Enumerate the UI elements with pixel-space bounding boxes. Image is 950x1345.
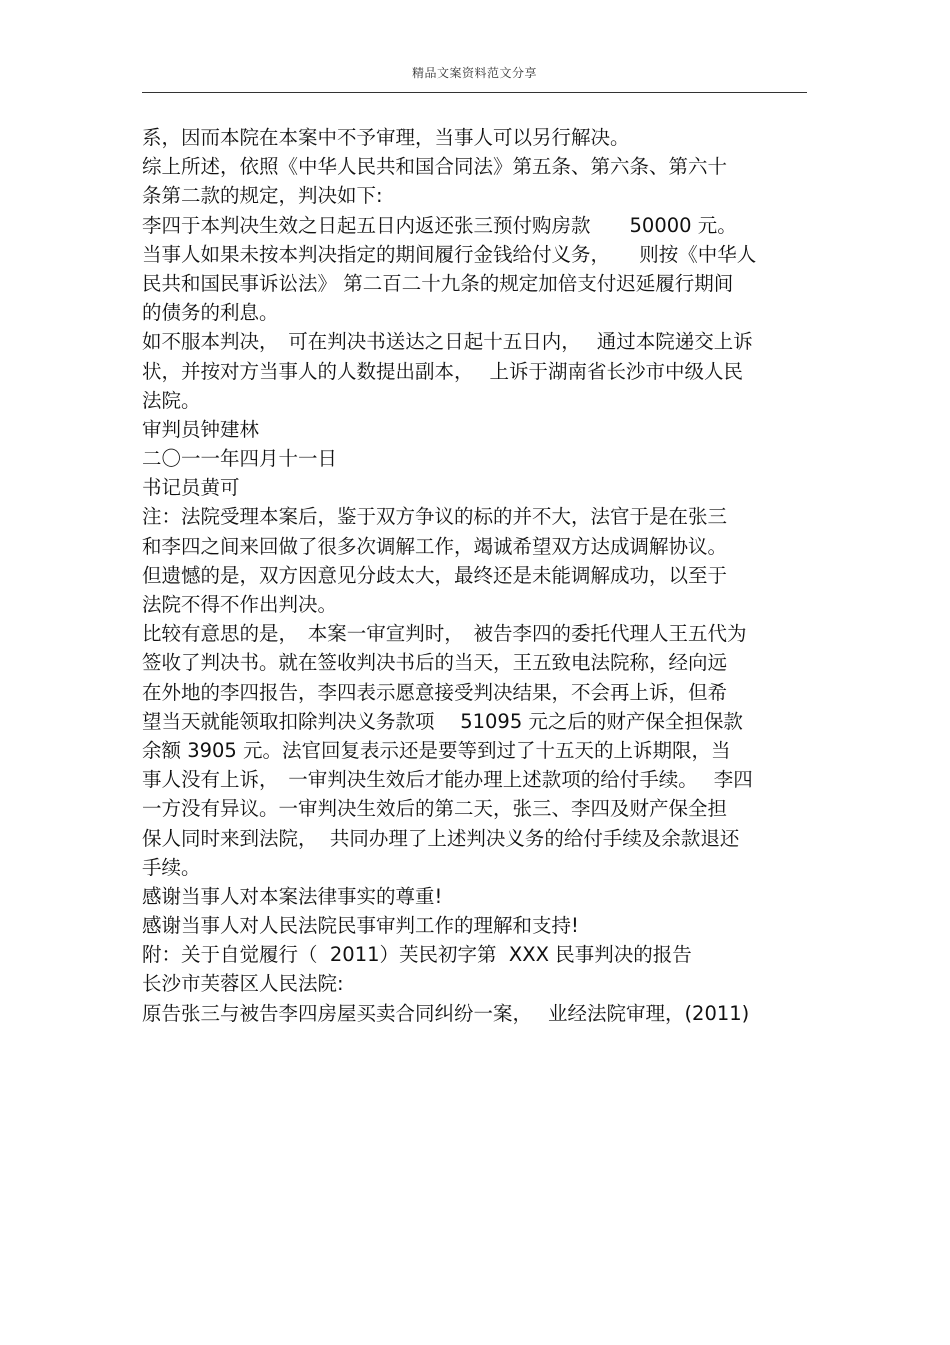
text-line: 感谢当事人对人民法院民事审判工作的理解和支持!: [142, 914, 579, 938]
header-title: 精品文案资料范文分享: [411, 66, 537, 80]
text-line: 原告张三与被告李四房屋买卖合同纠纷一案， 业经法院审理，(2011): [142, 1001, 750, 1025]
document-body: [142, 123, 812, 1028]
text-line: 民共和国民事诉讼法》 第二百二十九条的规定加倍支付迟延履行期间: [142, 271, 734, 295]
judgment-date: 二〇一一年四月十一日: [142, 447, 338, 471]
text-line: 当事人如果未按本判决指定的期间履行金钱给付义务， 则按《中华人: [142, 242, 757, 266]
text-line: 综上所述，依照《中华人民共和国合同法》第五条、第六条、第六十: [142, 155, 728, 179]
text-line: 感谢当事人对本案法律事实的尊重!: [142, 884, 443, 908]
text-line: 事人没有上诉， 一审判决生效后才能办理上述款项的给付手续。 李四: [142, 768, 753, 792]
text-line: 一方没有异议。一审判决生效后的第二天，张三、李四及财产保全担: [142, 797, 728, 821]
text-line: 比较有意思的是， 本案一审宣判时， 被告李四的委托代理人王五代为: [142, 622, 747, 646]
clerk-signature: 书记员黄可: [142, 476, 240, 500]
text-line: 的债务的利息。: [142, 301, 279, 325]
text-line: 望当天就能领取扣除判决义务款项 51095 元之后的财产保全担保款: [142, 709, 743, 733]
text-line: 状，并按对方当事人的人数提出副本， 上诉于湖南省长沙市中级人民: [142, 359, 743, 383]
page-header: [142, 62, 807, 93]
judge-signature: 审判员钟建林: [142, 417, 260, 441]
appendix-title: 附：关于自觉履行（ 2011）芙民初字第 XXX 民事判决的报告: [142, 943, 692, 967]
text-line: 和李四之间来回做了很多次调解工作，竭诚希望双方达成调解协议。: [142, 534, 728, 558]
text-line: 保人同时来到法院， 共同办理了上述判决义务的给付手续及余款退还: [142, 826, 740, 850]
text-line: 如不服本判决， 可在判决书送达之日起十五日内， 通过本院递交上诉: [142, 330, 753, 354]
text-line: 李四于本判决生效之日起五日内返还张三预付购房款 50000 元。: [142, 213, 737, 237]
text-line: 签收了判决书。就在签收判决书后的当天，王五致电法院称，经向远: [142, 651, 728, 675]
addressee-line: 长沙市芙蓉区人民法院:: [142, 972, 344, 996]
text-line: 注：法院受理本案后，鉴于双方争议的标的并不大，法官于是在张三: [142, 505, 728, 529]
text-line: 在外地的李四报告，李四表示愿意接受判决结果，不会再上诉，但希: [142, 680, 728, 704]
text-line: 但遗憾的是，双方因意见分歧太大，最终还是未能调解成功，以至于: [142, 563, 728, 587]
text-line: 法院不得不作出判决。: [142, 593, 338, 616]
text-line: 余额 3905 元。法官回复表示还是要等到过了十五天的上诉期限，当: [142, 738, 731, 762]
text-line: 系，因而本院在本案中不予审理，当事人可以另行解决。: [142, 126, 630, 149]
text-line: 手续。: [142, 855, 201, 879]
text-line: 法院。: [142, 388, 201, 412]
text-line: 条第二款的规定，判决如下:: [142, 184, 383, 208]
